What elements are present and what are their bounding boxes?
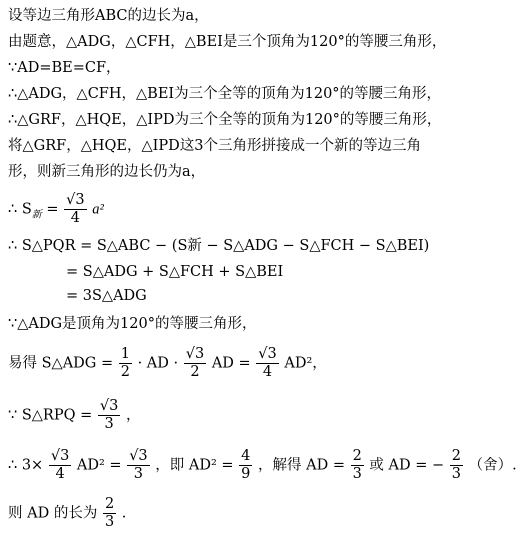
fraction-denominator: 3 <box>451 466 461 482</box>
formula-area-new <box>8 192 104 227</box>
formula-area-triple: = 3S△ADG <box>66 288 147 304</box>
fraction-denominator: 9 <box>241 466 251 482</box>
line-congruent-2: ∴△GRF，△HQE，△IPD为三个全等的顶角为120°的等腰三角形， <box>8 112 442 128</box>
area-adg-mid2: AD = <box>211 355 251 372</box>
area-rpq-lhs: ∵ S△RPQ = <box>8 407 93 424</box>
line-setup: 设等边三角形ABC的边长为a， <box>8 8 209 24</box>
line-combine: 将△GRF，△HQE，△IPD这3个三角形拼接成一个新的等边三角 <box>8 138 421 154</box>
fraction-denominator: 2 <box>120 364 130 380</box>
solve-mid4: 或 AD = − <box>369 457 445 474</box>
fraction <box>49 448 71 483</box>
solve-prefix: ∴ 3× <box>8 457 44 474</box>
line-new-side: 形，则新三角形的边长仍为a， <box>8 164 206 180</box>
fraction <box>64 192 86 227</box>
formula-solve <box>8 448 517 483</box>
area-new-sub: 新 <box>31 209 42 221</box>
formula-area-pqr: ∴ S△PQR = S△ABC − (S新 − S△ADG − S△FCH − S△BEI) <box>8 238 430 254</box>
fraction-numerator: 2 <box>352 448 362 464</box>
line-given: 由题意，△ADG，△CFH，△BEI是三个顶角为120°的等腰三角形， <box>8 34 447 50</box>
fraction-numerator: 2 <box>451 448 461 464</box>
fraction-denominator: 3 <box>352 466 362 482</box>
formula-area-adg <box>8 346 327 381</box>
formula-answer <box>8 496 126 531</box>
fraction <box>103 496 116 531</box>
line-because-equal: ∵AD=BE=CF， <box>8 60 121 76</box>
fraction-numerator: 2 <box>104 496 115 512</box>
solve-mid: AD² = <box>76 457 122 474</box>
fraction <box>351 448 364 483</box>
fraction <box>98 398 120 433</box>
area-rpq-tail: ， <box>125 407 141 424</box>
fraction-numerator: √3 <box>258 346 277 362</box>
fraction-numerator: √3 <box>50 448 70 464</box>
fraction-denominator: 3 <box>133 466 144 482</box>
fraction <box>119 346 132 381</box>
fraction-numerator: √3 <box>185 346 205 362</box>
fraction <box>127 448 149 483</box>
area-adg-mid: · AD · <box>137 355 179 372</box>
area-new-tail: a² <box>92 201 104 218</box>
fraction-numerator: √3 <box>99 398 119 414</box>
equals-sign: = <box>46 201 59 218</box>
fraction-denominator: 4 <box>70 210 80 226</box>
solve-tail: （舍）. <box>468 457 517 474</box>
solve-mid3: ，解得 AD = <box>258 457 345 474</box>
fraction <box>184 346 206 381</box>
fraction-denominator: 4 <box>262 364 273 380</box>
solve-mid2: ，即 AD² = <box>155 457 234 474</box>
line-congruent-1: ∴△ADG，△CFH，△BEI为三个全等的顶角为120°的等腰三角形， <box>8 86 442 102</box>
fraction-numerator: √3 <box>66 192 85 208</box>
fraction <box>450 448 463 483</box>
formula-area-rpq <box>8 398 140 433</box>
fraction-denominator: 3 <box>104 514 115 530</box>
fraction-numerator: 4 <box>241 448 251 464</box>
fraction-numerator: 1 <box>120 346 130 362</box>
fraction <box>256 346 278 381</box>
fraction-denominator: 2 <box>190 364 200 380</box>
line-isosceles: ∵△ADG是顶角为120°的等腰三角形， <box>8 316 257 332</box>
fraction <box>239 448 252 483</box>
area-adg-lhs: 易得 S△ADG = <box>8 355 114 372</box>
formula-area-sum: = S△ADG + S△FCH + S△BEI <box>66 264 284 280</box>
answer-prefix: 则 AD 的长为 <box>8 505 98 522</box>
fraction-numerator: √3 <box>129 448 148 464</box>
fraction-denominator: 4 <box>55 466 65 482</box>
area-new-lhs: ∴ S <box>8 201 32 218</box>
fraction-denominator: 3 <box>104 416 114 432</box>
area-adg-tail: AD²， <box>284 355 327 372</box>
answer-tail: . <box>121 505 127 522</box>
